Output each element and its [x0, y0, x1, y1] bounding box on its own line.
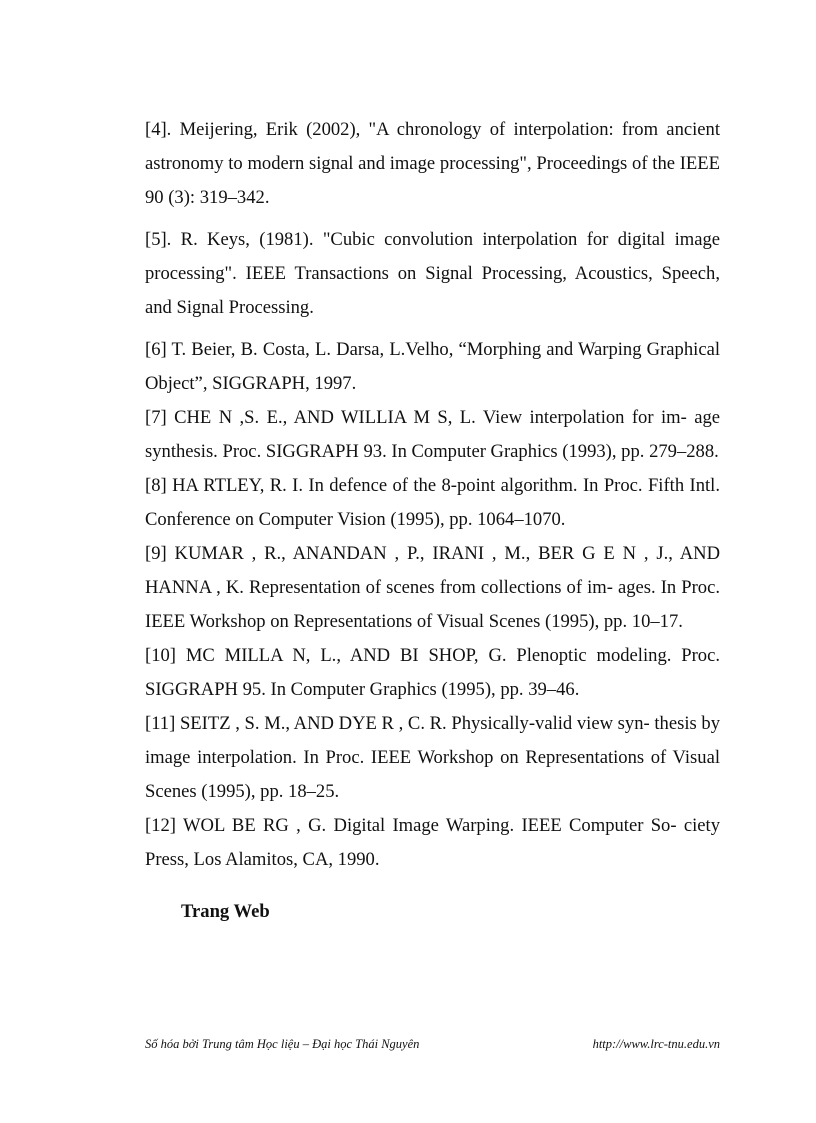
reference-item-12: [12] WOL BE RG , G. Digital Image Warping. IEEE Computer So- ciety Press, Los Alamitos, CA, 1990.: [145, 815, 720, 870]
reference-item-10: [10] MC MILLA N, L., AND BI SHOP, G. Plenoptic modeling. Proc. SIGGRAPH 95. In Computer Graphics (1995), pp. 39–46.: [145, 645, 720, 700]
reference-item-5: [5]. R. Keys, (1981). "Cubic convolution interpolation for digital image processing". IEEE Transactions on Signal Processing, Acoustics, Speech, and Signal Processing.: [145, 229, 720, 318]
footer-source-text: Số hóa bởi Trung tâm Học liệu – Đại học Thái Nguyên: [145, 1037, 420, 1051]
reference-item-7: [7] CHE N ,S. E., AND WILLIA M S, L. View interpolation for im- age synthesis. Proc. SIGGRAPH 93. In Computer Graphics (1993), pp. 279–288.: [145, 407, 720, 462]
reference-item-6: [6] T. Beier, B. Costa, L. Darsa, L.Velho, “Morphing and Warping Graphical Object”, SIGGRAPH, 1997.: [145, 339, 720, 394]
footer-url: http://www.lrc-tnu.edu.vn: [592, 1037, 720, 1051]
reference-item-8: [8] HA RTLEY, R. I. In defence of the 8-point algorithm. In Proc. Fifth Intl. Conference on Computer Vision (1995), pp. 1064–1070.: [145, 475, 720, 530]
section-heading-trang-web: Trang Web: [181, 901, 270, 922]
reference-item-4: [4]. Meijering, Erik (2002), "A chronology of interpolation: from ancient astronomy to modern signal and image processing", Proceedings of the IEEE 90 (3): 319–342.: [145, 119, 720, 208]
reference-item-9: [9] KUMAR , R., ANANDAN , P., IRANI , M., BER G E N , J., AND HANNA , K. Representation of scenes from collections of im- ages. In Proc. IEEE Workshop on Representations of Visual Scenes (1995), pp. 10–17.: [145, 543, 720, 632]
reference-item-11: [11] SEITZ , S. M., AND DYE R , C. R. Physically-valid view syn- thesis by image interpolation. In Proc. IEEE Workshop on Representations of Visual Scenes (1995), pp. 18–25.: [145, 713, 720, 802]
reference-list: [145, 113, 720, 877]
